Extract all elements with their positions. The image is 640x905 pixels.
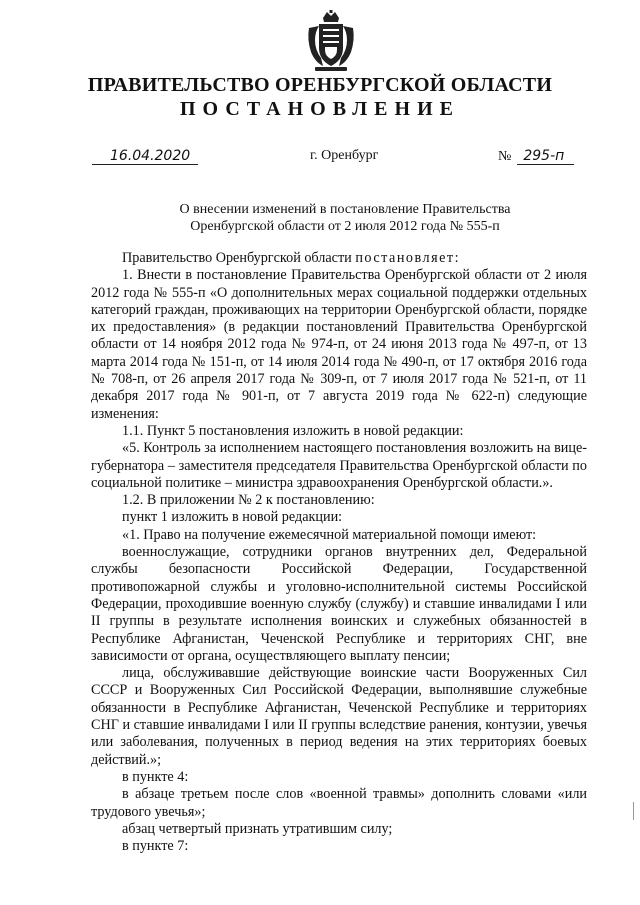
subject-line: Оренбургской области от 2 июля 2012 года № 555-п <box>190 219 500 234</box>
paragraph: в пункте 7: <box>122 838 189 855</box>
paragraph: пункт 1 изложить в новой редакции: <box>122 509 343 526</box>
paragraph: в абзаце третьем после слов «военной травмы» дополнить словами «или трудового увечья»; <box>91 786 587 820</box>
intro-tail: : <box>454 250 459 266</box>
intro-lead: Правительство Оренбургской области <box>122 250 356 266</box>
scan-edge-mark <box>633 802 634 820</box>
government-title: ПРАВИТЕЛЬСТВО ОРЕНБУРГСКОЙ ОБЛАСТИ <box>87 74 553 96</box>
paragraph: «5. Контроль за исполнением настоящего постановления возложить на вице-губернатора – заместителя председателя Правительства Оренбургской области по социальной политике – министра здравоохранения Оренбургской области.». <box>91 440 587 491</box>
document-subject <box>0 201 640 235</box>
document-date: 16.04.2020 <box>92 148 198 165</box>
document-body <box>91 250 587 855</box>
intro-paragraph <box>91 250 587 267</box>
coat-of-arms-icon <box>305 10 357 72</box>
paragraph: 1.2. В приложении № 2 к постановлению: <box>122 492 375 509</box>
paragraph: абзац четвертый признать утратившим силу; <box>122 820 393 837</box>
paragraph: в пункте 4: <box>122 768 189 785</box>
paragraph: 1. Внести в постановление Правительства Оренбургской области от 2 июля 2012 года № 555-п «О дополнительных мерах социальной поддержки отдельных категорий граждан, проживающих на территории Оренбургской области, порядке их предоставления» (в редакции постановлений Правительства Оренбургской области от 14 ноября 2012 года № 974-п, от 24 июня 2013 года № 497-п, от 13 марта 2014 года № 151-п, от 14 июля 2014 года № 490-п, от 17 октября 2016 года № 708-п, от 26 апреля 2017 года № 309-п, от 7 июля 2017 года № 521-п, от 11 декабря 2017 года № 901-п, от 7 августа 2019 года № 622-п) следующие изменения: <box>91 267 587 422</box>
document-city: г. Оренбург <box>310 148 379 163</box>
paragraph: 1.1. Пункт 5 постановления изложить в новой редакции: <box>122 422 464 439</box>
subject-line: О внесении изменений в постановление Правительства <box>179 202 511 217</box>
document-number: 295-п <box>517 148 574 165</box>
document-type-heading: ПОСТАНОВЛЕНИЕ <box>180 98 460 120</box>
paragraph: военнослужащие, сотрудники органов внутренних дел, Федеральной службы безопасности Российской Федерации, Государственной противопожарной службы и уголовно-исполнительной системы Российской Федерации, проходившие военную службу (службу) и ставшие инвалидами I или II группы в результате исполнения воинских и служебных обязанностей в Республике Афганистан, Чеченской Республике и территориях СНГ, вне зависимости от органа, осуществляющего выплату пенсии; <box>91 544 587 664</box>
intro-decree-word: постановляет <box>355 250 455 266</box>
document-number-block <box>498 148 574 165</box>
number-label: № <box>498 149 512 164</box>
paragraph: «1. Право на получение ежемесячной материальной помощи имеют: <box>122 526 537 543</box>
paragraph: лица, обслуживавшие действующие воинские части Вооруженных Сил СССР и Вооруженных Сил Российской Федерации, выполнявшие служебные обязанности в Республике Афганистан, Чеченской Республике и территориях СНГ и ставшие инвалидами I или II группы вследствие ранения, контузии, увечья или заболевания, полученных в период ведения на этих территориях боевых действий.»; <box>91 665 587 768</box>
